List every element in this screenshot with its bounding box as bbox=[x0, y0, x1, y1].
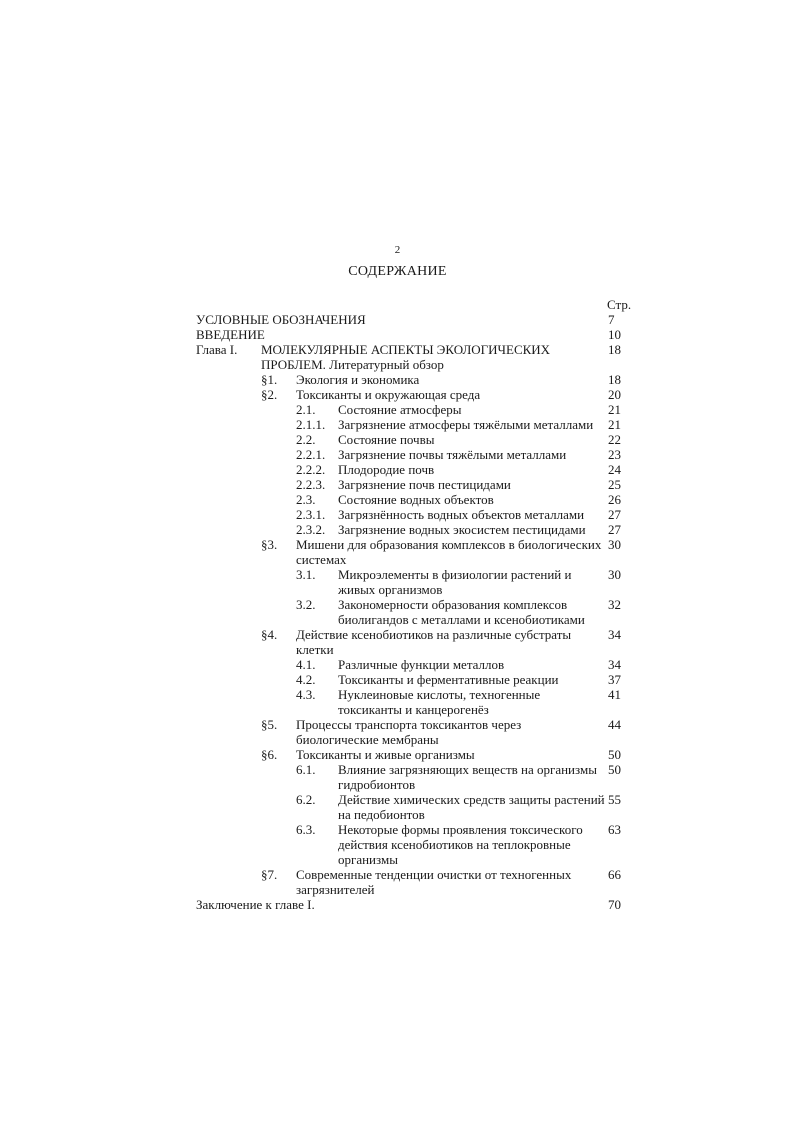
toc-entry bbox=[0, 402, 795, 417]
toc-entry-page: 41 bbox=[608, 687, 621, 702]
toc-entry-title: Действие ксенобиотиков на различные субстраты клетки bbox=[296, 627, 572, 657]
toc-entry bbox=[0, 567, 795, 597]
toc-entry bbox=[0, 717, 795, 747]
toc-entry-page: 50 bbox=[608, 762, 621, 777]
toc-entry-label: 3.2. bbox=[296, 597, 316, 612]
toc-entry bbox=[0, 417, 795, 432]
toc-entry-title: Влияние загрязняющих веществ на организмы гидробионтов bbox=[338, 762, 597, 792]
toc-entry-page: 30 bbox=[608, 537, 621, 552]
toc-entry bbox=[0, 762, 795, 792]
toc-entry-page: 37 bbox=[608, 672, 621, 687]
toc-entry-label: 4.1. bbox=[296, 657, 316, 672]
toc-entry-title: Состояние атмосферы bbox=[338, 402, 462, 417]
toc-entry-label: §3. bbox=[261, 537, 278, 552]
toc-entry bbox=[0, 867, 795, 897]
toc-entry-title: Загрязнённость водных объектов металлами bbox=[338, 507, 585, 522]
toc-entry-title: Токсиканты и окружающая среда bbox=[296, 387, 481, 402]
toc-entry-title: Состояние водных объектов bbox=[338, 492, 494, 507]
toc-entry bbox=[0, 627, 795, 657]
toc-entry bbox=[0, 747, 795, 762]
toc-entry-page: 20 bbox=[608, 387, 621, 402]
toc-entry-label: 2.2. bbox=[296, 432, 316, 447]
toc-entry bbox=[0, 312, 795, 327]
toc-entry-page: 23 bbox=[608, 447, 621, 462]
toc-entry bbox=[0, 897, 795, 912]
toc-entry-page: 44 bbox=[608, 717, 621, 732]
toc-entry bbox=[0, 432, 795, 447]
toc-entry-title: УСЛОВНЫЕ ОБОЗНАЧЕНИЯ bbox=[196, 312, 366, 327]
toc-entry-label: 2.2.2. bbox=[296, 462, 326, 477]
toc-entry-label: §5. bbox=[261, 717, 278, 732]
toc-entry-title: МОЛЕКУЛЯРНЫЕ АСПЕКТЫ ЭКОЛОГИЧЕСКИХ ПРОБЛЕМ. Литературный обзор bbox=[261, 342, 551, 372]
toc-entry bbox=[0, 477, 795, 492]
page-title: СОДЕРЖАНИЕ bbox=[348, 264, 447, 279]
toc-entry-page: 34 bbox=[608, 657, 621, 672]
toc-entry-title: Мишени для образования комплексов в биологических системах bbox=[296, 537, 602, 567]
toc-entry-title: Токсиканты и живые организмы bbox=[296, 747, 475, 762]
toc-entry-label: 2.1. bbox=[296, 402, 316, 417]
toc-entry bbox=[0, 462, 795, 477]
toc-entry-page: 21 bbox=[608, 417, 621, 432]
toc-entry-title: ВВЕДЕНИЕ bbox=[196, 327, 265, 342]
toc-entry bbox=[0, 327, 795, 342]
toc-entry-page: 66 bbox=[608, 867, 621, 882]
toc-entry bbox=[0, 492, 795, 507]
toc-entry-label: §4. bbox=[261, 627, 278, 642]
toc-entry-label: 6.1. bbox=[296, 762, 316, 777]
table-of-contents bbox=[0, 312, 795, 912]
toc-entry-title: Различные функции металлов bbox=[338, 657, 505, 672]
page-number: 2 bbox=[394, 244, 401, 256]
toc-entry-page: 25 bbox=[608, 477, 621, 492]
toc-entry-label: 2.1.1. bbox=[296, 417, 326, 432]
toc-entry-label: §2. bbox=[261, 387, 278, 402]
toc-entry-title: Закономерности образования комплексов биолигандов с металлами и ксенобиотиками bbox=[338, 597, 585, 627]
toc-entry-page: 22 bbox=[608, 432, 621, 447]
toc-entry-label: §6. bbox=[261, 747, 278, 762]
toc-entry-label: 4.2. bbox=[296, 672, 316, 687]
toc-entry bbox=[0, 822, 795, 867]
toc-entry-label: 2.3.1. bbox=[296, 507, 326, 522]
toc-entry-title: Нуклеиновые кислоты, техногенные токсиканты и канцерогенёз bbox=[338, 687, 541, 717]
toc-entry-page: 21 bbox=[608, 402, 621, 417]
toc-entry-label: 3.1. bbox=[296, 567, 316, 582]
toc-entry-page: 55 bbox=[608, 792, 621, 807]
toc-entry bbox=[0, 387, 795, 402]
toc-entry bbox=[0, 372, 795, 387]
toc-entry bbox=[0, 522, 795, 537]
toc-entry-label: §1. bbox=[261, 372, 278, 387]
toc-entry bbox=[0, 597, 795, 627]
toc-entry-page: 7 bbox=[608, 312, 615, 327]
toc-entry bbox=[0, 687, 795, 717]
toc-entry-page: 34 bbox=[608, 627, 621, 642]
toc-entry-title: Современные тенденции очистки от техногенных загрязнителей bbox=[296, 867, 572, 897]
toc-entry bbox=[0, 672, 795, 687]
toc-entry-title: Плодородие почв bbox=[338, 462, 435, 477]
toc-entry-label: §7. bbox=[261, 867, 278, 882]
toc-entry-title: Состояние почвы bbox=[338, 432, 435, 447]
toc-entry bbox=[0, 792, 795, 822]
page-column-header: Стр. bbox=[607, 297, 632, 312]
toc-entry-label: Глава I. bbox=[196, 342, 238, 357]
toc-entry bbox=[0, 657, 795, 672]
toc-entry-label: 2.3. bbox=[296, 492, 316, 507]
toc-entry-page: 27 bbox=[608, 507, 621, 522]
toc-entry-page: 18 bbox=[608, 342, 621, 357]
toc-entry bbox=[0, 507, 795, 522]
toc-entry-label: 6.3. bbox=[296, 822, 316, 837]
toc-entry-label: 4.3. bbox=[296, 687, 316, 702]
toc-entry-title: Заключение к главе I. bbox=[196, 897, 315, 912]
toc-entry-page: 50 bbox=[608, 747, 621, 762]
toc-entry-label: 6.2. bbox=[296, 792, 316, 807]
toc-entry-title: Загрязнение почв пестицидами bbox=[338, 477, 511, 492]
toc-entry-label: 2.3.2. bbox=[296, 522, 326, 537]
toc-entry-page: 70 bbox=[608, 897, 621, 912]
toc-entry-title: Некоторые формы проявления токсического действия ксенобиотиков на теплокровные организмы bbox=[338, 822, 583, 867]
toc-entry-page: 32 bbox=[608, 597, 621, 612]
toc-entry-page: 27 bbox=[608, 522, 621, 537]
toc-entry-page: 63 bbox=[608, 822, 621, 837]
toc-entry-page: 30 bbox=[608, 567, 621, 582]
toc-entry-page: 18 bbox=[608, 372, 621, 387]
toc-entry-title: Микроэлементы в физиологии растений и живых организмов bbox=[338, 567, 572, 597]
toc-entry-label: 2.2.1. bbox=[296, 447, 326, 462]
toc-entry bbox=[0, 537, 795, 567]
toc-entry-label: 2.2.3. bbox=[296, 477, 326, 492]
toc-entry-page: 26 bbox=[608, 492, 621, 507]
toc-entry bbox=[0, 447, 795, 462]
toc-entry-page: 24 bbox=[608, 462, 621, 477]
toc-entry-page: 10 bbox=[608, 327, 621, 342]
toc-entry-title: Экология и экономика bbox=[296, 372, 420, 387]
toc-entry-title: Токсиканты и ферментативные реакции bbox=[338, 672, 559, 687]
toc-entry-title: Действие химических средств защиты растений на педобионтов bbox=[338, 792, 605, 822]
toc-entry-title: Загрязнение почвы тяжёлыми металлами bbox=[338, 447, 567, 462]
toc-entry-title: Загрязнение атмосферы тяжёлыми металлами bbox=[338, 417, 594, 432]
toc-entry-title: Загрязнение водных экосистем пестицидами bbox=[338, 522, 586, 537]
toc-entry-title: Процессы транспорта токсикантов через биологические мембраны bbox=[296, 717, 522, 747]
toc-entry bbox=[0, 342, 795, 372]
